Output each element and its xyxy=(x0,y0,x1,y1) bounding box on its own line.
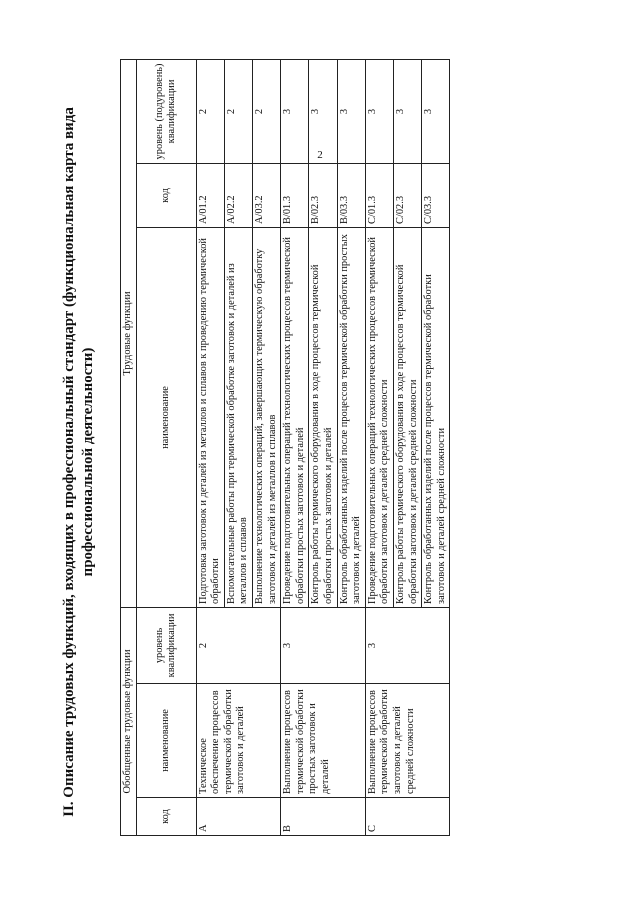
generalized-function-name: Техническое обеспечение процессов термической обработки заготовок и деталей xyxy=(196,684,281,798)
labor-function-code: C/01.3 xyxy=(365,163,393,227)
labor-function-code: C/03.3 xyxy=(422,163,450,227)
labor-function-name: Проведение подготовительных операций технологических процессов термической обработки простых заготовок и деталей xyxy=(281,227,309,607)
labor-function-code: B/03.3 xyxy=(337,163,365,227)
col-name-header: наименование xyxy=(136,684,196,798)
labor-function-level: 3 xyxy=(365,59,393,163)
generalized-function-code: B xyxy=(281,798,366,836)
generalized-function-code: A xyxy=(196,798,281,836)
page-number: 2 xyxy=(317,149,323,161)
rotated-page-content xyxy=(60,52,580,872)
functional-map-table xyxy=(120,59,450,836)
labor-function-level: 2 xyxy=(224,59,252,163)
labor-function-level: 3 xyxy=(422,59,450,163)
labor-function-code: A/02.2 xyxy=(224,163,252,227)
col-function-level-header: уровень (подуровень) квалификации xyxy=(136,59,196,163)
labor-function-name: Контроль работы термического оборудования в ходе процессов термической обработки заготовок и деталей средней сложности xyxy=(393,227,421,607)
table-body xyxy=(196,59,450,835)
labor-function-name: Контроль работы термического оборудования в ходе процессов термической обработки простых заготовок и деталей xyxy=(309,227,337,607)
labor-function-level: 3 xyxy=(337,59,365,163)
labor-function-code: B/01.3 xyxy=(281,163,309,227)
labor-function-level: 3 xyxy=(393,59,421,163)
labor-function-code: A/01.2 xyxy=(196,163,224,227)
labor-function-level: 2 xyxy=(252,59,280,163)
labor-function-name: Контроль обработанных изделий после процессов термической обработки простых заготовок и деталей xyxy=(337,227,365,607)
labor-function-code: C/02.3 xyxy=(393,163,421,227)
generalized-function-code: C xyxy=(365,798,450,836)
labor-function-level: 2 xyxy=(196,59,224,163)
labor-function-code: B/02.3 xyxy=(309,163,337,227)
generalized-function-level: 2 xyxy=(196,607,281,683)
generalized-function-name: Выполнение процессов термической обработки заготовок и деталей средней сложности xyxy=(365,684,450,798)
labor-function-code: A/03.2 xyxy=(252,163,280,227)
labor-function-name: Вспомогательные работы при термической обработке заготовок и деталей из металлов и сплавов xyxy=(224,227,252,607)
generalized-function-level: 3 xyxy=(281,607,366,683)
col-function-code-header: код xyxy=(136,163,196,227)
generalized-function-name: Выполнение процессов термической обработки простых заготовок и деталей xyxy=(281,684,366,798)
section-title: II. Описание трудовых функций, входящих в профессиональный стандарт (функциональная карта вида профессиональной деятельности) xyxy=(61,107,96,817)
labor-functions-header: Трудовые функции xyxy=(121,59,137,607)
col-level-header: уровень квалификации xyxy=(136,607,196,683)
labor-function-level: 3 xyxy=(309,59,337,163)
col-function-name-header: наименование xyxy=(136,227,196,607)
table-row xyxy=(281,59,309,835)
labor-function-name: Контроль обработанных изделий после процессов термической обработки заготовок и деталей средней сложности xyxy=(422,227,450,607)
labor-function-name: Подготовка заготовок и деталей из металлов и сплавов к проведению термической обработки xyxy=(196,227,224,607)
table-row xyxy=(365,59,393,835)
labor-function-name: Проведение подготовительных операций технологических процессов термической обработки заготовок и деталей средней сложности xyxy=(365,227,393,607)
labor-function-name: Выполнение технологических операций, завершающих термическую обработку заготовок и деталей из металлов и сплавов xyxy=(252,227,280,607)
generalized-functions-header: Обобщенные трудовые функции xyxy=(121,607,137,835)
labor-function-level: 3 xyxy=(281,59,309,163)
table-row xyxy=(196,59,224,835)
col-code-header: код xyxy=(136,798,196,836)
generalized-function-level: 3 xyxy=(365,607,450,683)
